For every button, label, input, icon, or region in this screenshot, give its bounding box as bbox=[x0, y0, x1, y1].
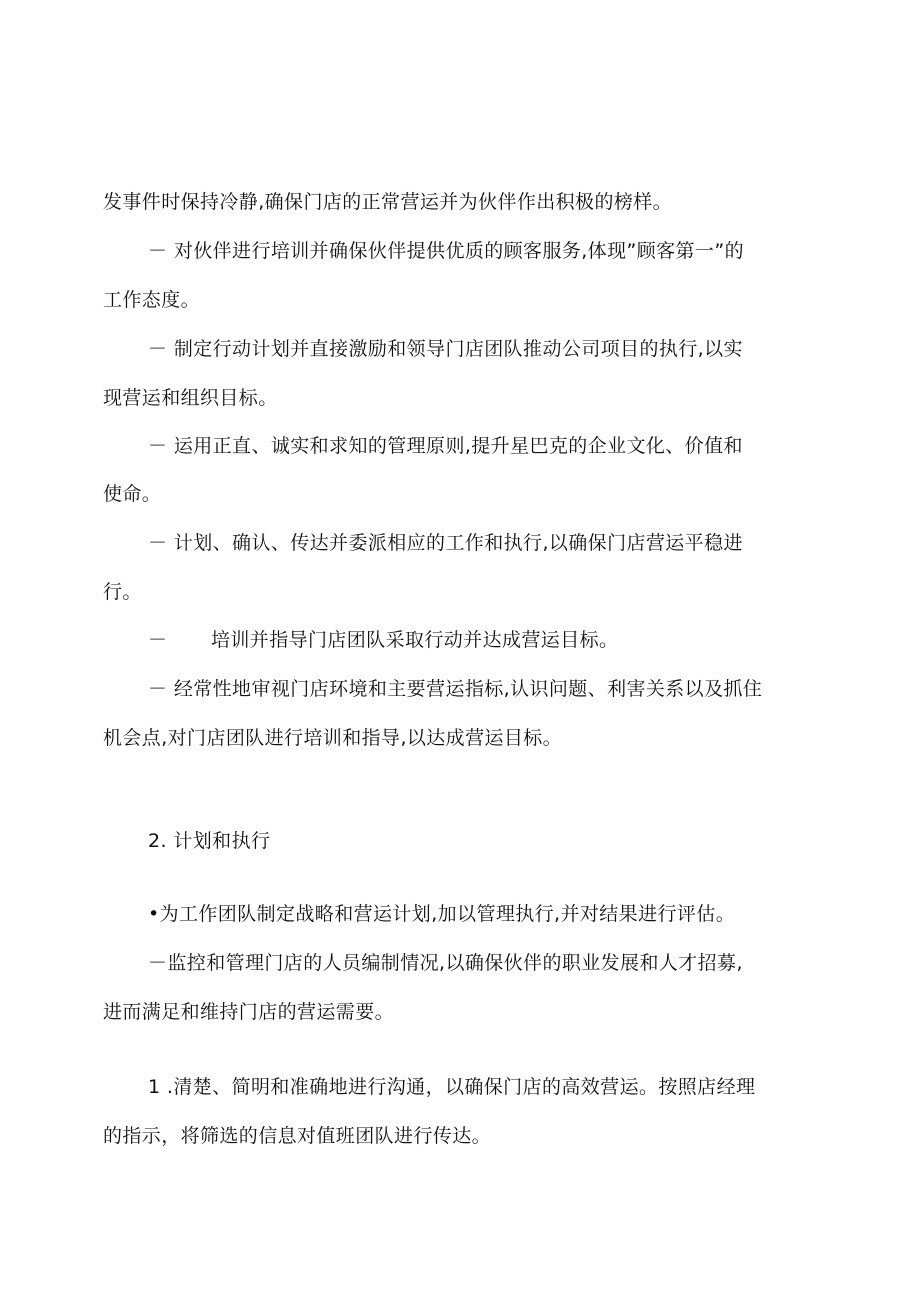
bullet-line: － 计划、确认、传达并委派相应的工作和执行,以确保门店营运平稳进 bbox=[148, 532, 743, 554]
bullet-line: － 运用正直、诚实和求知的管理原则,提升星巴克的企业文化、价值和 bbox=[148, 435, 743, 457]
paragraph-line: 机会点,对门店团队进行培训和指导,以达成营运目标。 bbox=[103, 727, 563, 749]
paragraph-line: 使命。 bbox=[103, 483, 162, 505]
bullet-dash: － bbox=[148, 629, 168, 651]
bullet-line: －监控和管理门店的人员编制情况,以确保伙伴的职业发展和人才招募, bbox=[148, 952, 743, 974]
paragraph-line: 现营运和组织目标。 bbox=[103, 387, 278, 409]
numbered-line: 1 .清楚、简明和准确地进行沟通，以确保门店的高效营运。按照店经理 bbox=[148, 1076, 756, 1098]
bullet-line: 培训并指导门店团队采取行动并达成营运目标。 bbox=[211, 629, 619, 651]
section-heading: 2. 计划和执行 bbox=[148, 830, 271, 852]
paragraph-line: 发事件时保持冷静,确保门店的正常营运并为伙伴作出积极的榜样。 bbox=[103, 191, 673, 213]
bullet-line: •为工作团队制定战略和营运计划,加以管理执行,并对结果进行评估。 bbox=[148, 903, 736, 925]
paragraph-line: 进而满足和维持门店的营运需要。 bbox=[103, 1001, 395, 1023]
bullet-line: － 经常性地审视门店环境和主要营运指标,认识问题、利害关系以及抓住 bbox=[148, 678, 763, 700]
paragraph-line: 的指示，将筛选的信息对值班团队进行传达。 bbox=[103, 1125, 492, 1147]
paragraph-line: 行。 bbox=[103, 581, 142, 603]
paragraph-line: 工作态度。 bbox=[103, 289, 201, 311]
bullet-line: － 对伙伴进行培训并确保伙伴提供优质的顾客服务,体现”顾客第一”的 bbox=[148, 240, 744, 262]
bullet-line: － 制定行动计划并直接激励和领导门店团队推动公司项目的执行,以实 bbox=[148, 338, 743, 360]
